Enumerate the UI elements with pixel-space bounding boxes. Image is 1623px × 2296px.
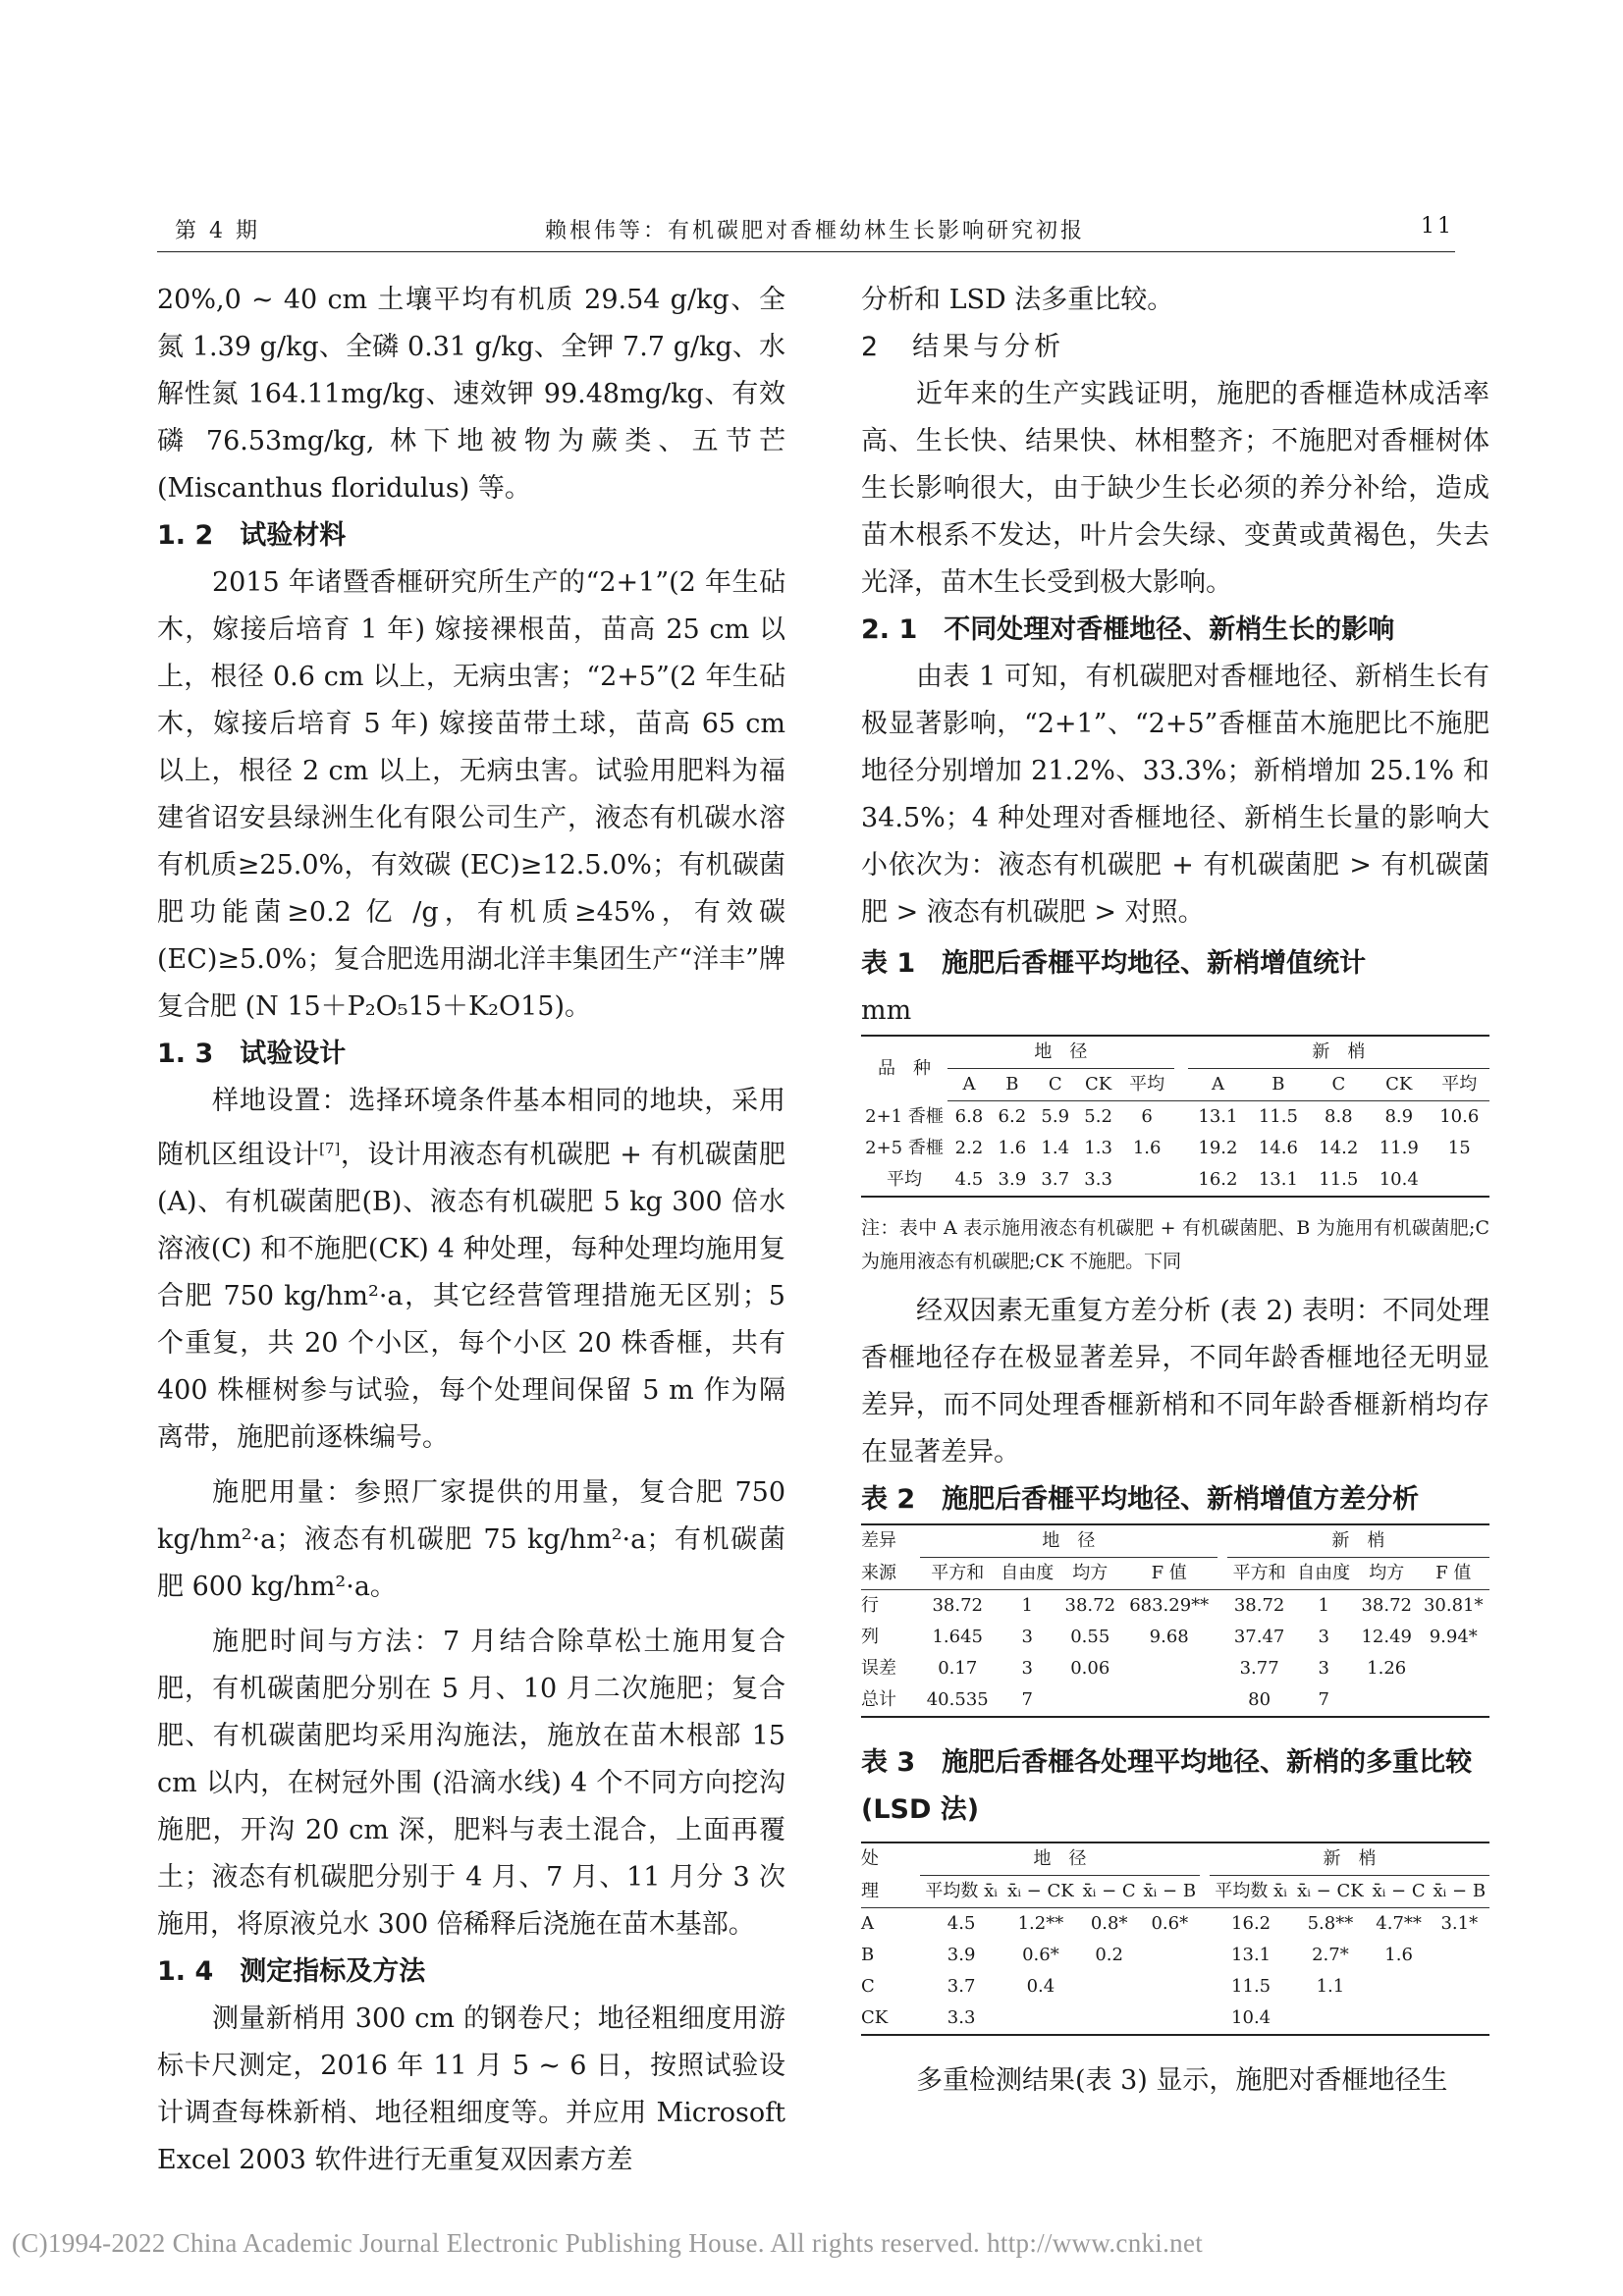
table-cell: 2+5 香榧: [865, 1138, 944, 1158]
table-row: [861, 1971, 1489, 2002]
table3-sub: x̄ᵢ − B: [1430, 1876, 1489, 1908]
table-cell: [1079, 1971, 1140, 2002]
paragraph-soil: 20%,0 ~ 40 cm 土壤平均有机质 29.54 g/kg、全氮 1.39 g/kg、全磷 0.31 g/kg、全钾 7.7 g/kg、水解性氮 164.11mg/kg、速效钾 99.48mg/kg、有效磷 76.53mg/kg, 林下地被物为蕨类、五节芒(Miscanthus floridulus) 等。: [157, 285, 785, 504]
table-row: [861, 1908, 1489, 1941]
table-cell: [1292, 2002, 1368, 2035]
table-cell: 15: [1447, 1138, 1471, 1158]
table-cell: 38.72: [1064, 1595, 1116, 1616]
table2-header-a: 差异: [861, 1530, 896, 1552]
table2: [861, 1523, 1489, 1718]
table3-caption: 表 3 施肥后香榧各处理平均地径、新梢的多重比较: [861, 1747, 1473, 1778]
table-cell: 1.3: [1084, 1138, 1112, 1158]
table-cell: 8.9: [1384, 1106, 1414, 1127]
heading-1-2: 1. 2 试验材料: [157, 520, 347, 551]
heading-1-3: 1. 3 试验设计: [157, 1039, 347, 1069]
table1-sub: C: [1309, 1069, 1369, 1101]
table2-group-shoot: 新 梢: [1227, 1524, 1489, 1558]
table-cell: 4.5: [947, 1913, 976, 1934]
table-row: [861, 1622, 1489, 1653]
table-cell: 9.68: [1149, 1627, 1189, 1647]
table2-caption: 表 2 施肥后香榧平均地径、新梢增值方差分析: [861, 1484, 1420, 1515]
table-cell: 4.5: [954, 1169, 984, 1190]
table-cell: 3.3: [1084, 1169, 1112, 1190]
table3-sub: x̄ᵢ − CK: [1002, 1876, 1078, 1908]
table2-group-diameter: 地 径: [920, 1524, 1217, 1558]
table-cell: 5.8**: [1307, 1913, 1354, 1934]
table-cell: 0.2: [1095, 1945, 1123, 1965]
table-cell: 8.8: [1325, 1106, 1353, 1127]
table-cell: 38.72: [932, 1595, 983, 1616]
table-cell: 9.94*: [1429, 1627, 1478, 1647]
table1-sub: CK: [1369, 1069, 1429, 1101]
paragraph-method: 施肥时间与方法：7 月结合除草松土施用复合肥，有机碳菌肥分别在 5 月、10 月二次施肥；复合肥、有机碳菌肥均采用沟施法，施放在苗木根部 15 cm 以内，在树冠外围 (沿滴水线) 4 个不同方向挖沟施肥，开沟 20 cm 深，肥料与表土混合，上面再覆土；液态有机碳肥分别于 4 月、7 月、11 月分 3 次施用，将原液兑水 300 倍稀释后浇施在苗木基部。: [157, 1627, 785, 1940]
table3-header-b: 理: [861, 1876, 920, 1908]
paragraph-multiple-comparison: 多重检测结果(表 3) 显示，施肥对香榧地径生: [916, 2065, 1448, 2096]
table-cell: [1140, 1971, 1200, 2002]
table1-sub: A: [1188, 1069, 1248, 1101]
table-cell: 3.9: [947, 1945, 976, 1965]
table-cell: 2.2: [954, 1138, 984, 1158]
table-row: [861, 1684, 1489, 1717]
table-cell: [1059, 1684, 1121, 1717]
table-cell: [1430, 1971, 1489, 2002]
table-cell: 总计: [861, 1689, 896, 1710]
table2-sub: 均方: [1356, 1558, 1418, 1590]
table-cell: 2.7*: [1312, 1945, 1349, 1965]
table-cell: 0.06: [1070, 1658, 1110, 1679]
table1-sub: C: [1034, 1069, 1077, 1101]
table-row: [861, 1133, 1489, 1164]
table-cell: 13.1: [1258, 1169, 1298, 1190]
table-cell: 0.8*: [1090, 1913, 1128, 1934]
table-cell: C: [861, 1976, 875, 1997]
table-cell: 6.2: [998, 1106, 1027, 1127]
table-cell: 38.72: [1361, 1595, 1412, 1616]
table-row: [861, 1590, 1489, 1623]
table-cell: 19.2: [1198, 1138, 1238, 1158]
table-cell: 7: [1021, 1689, 1033, 1710]
table1-group-shoot: 新 梢: [1188, 1036, 1489, 1069]
table2-sub: 自由度: [1291, 1558, 1356, 1590]
copyright-footer: (C)1994-2022 China Academic Journal Electronic Publishing House. All rights reserved. http://www.cnki.net: [12, 2228, 1204, 2258]
table3-sub: 平均数 x̄ᵢ: [1210, 1876, 1292, 1908]
table-cell: 平均: [887, 1169, 922, 1190]
table-cell: 12.49: [1361, 1627, 1412, 1647]
table-cell: 37.47: [1233, 1627, 1285, 1647]
table-cell: 7: [1318, 1689, 1329, 1710]
heading-2: 2 结果与分析: [861, 332, 1065, 362]
table-row: [861, 1164, 1489, 1197]
table1-unit: mm: [861, 995, 912, 1026]
table-cell: 3.77: [1239, 1658, 1279, 1679]
table-cell: [1417, 1653, 1489, 1684]
table-cell: [1430, 1940, 1489, 1971]
table-cell: 10.6: [1439, 1106, 1480, 1127]
table-cell: 13.1: [1198, 1106, 1238, 1127]
table-cell: [1429, 1164, 1489, 1197]
table-cell: 1.2**: [1017, 1913, 1064, 1934]
table2-sub: 均方: [1059, 1558, 1121, 1590]
table-cell: 3: [1318, 1627, 1329, 1647]
table-cell: 1: [1318, 1595, 1329, 1616]
table1-header-variety: 品 种: [878, 1057, 931, 1079]
table-cell: A: [861, 1913, 874, 1934]
table-cell: [1369, 1971, 1430, 2002]
table1-sub: 平均: [1429, 1069, 1489, 1101]
table-cell: 1.26: [1367, 1658, 1407, 1679]
table-cell: 1.6: [998, 1138, 1027, 1158]
table-cell: [1369, 2002, 1430, 2035]
table-cell: 80: [1248, 1689, 1271, 1710]
table-cell: 4.7**: [1376, 1913, 1422, 1934]
table-cell: 1: [1021, 1595, 1033, 1616]
page-number: 11: [1421, 214, 1454, 239]
table-cell: 16.2: [1231, 1913, 1271, 1934]
table-cell: 3.9: [998, 1169, 1027, 1190]
table-cell: 14.2: [1319, 1138, 1359, 1158]
table1: [861, 1035, 1489, 1198]
table3-sub: 平均数 x̄ᵢ: [920, 1876, 1002, 1908]
table-cell: [1356, 1684, 1418, 1717]
table-cell: 0.4: [1026, 1976, 1055, 1997]
heading-1-4: 1. 4 测定指标及方法: [157, 1956, 426, 1987]
paragraph-continued: 分析和 LSD 法多重比较。: [861, 285, 1174, 315]
table-cell: 2+1 香榧: [865, 1105, 944, 1127]
design-text-a: 样地设置：选择环境条件基本相同的地块，采用随机区组设计: [157, 1086, 785, 1170]
table-cell: CK: [861, 2007, 889, 2028]
table-row: [861, 1940, 1489, 1971]
table3-header-a: 处: [861, 1848, 879, 1870]
table-cell: 行: [861, 1595, 879, 1616]
table-cell: 38.72: [1233, 1595, 1285, 1616]
table1-note: 注：表中 A 表示施用液态有机碳肥 + 有机碳菌肥、B 为施用有机碳菌肥;C 为施用液态有机碳肥;CK 不施肥。下同: [861, 1217, 1489, 1272]
paragraph-material: 2015 年诸暨香榧研究所生产的“2+1”(2 年生砧木，嫁接后培育 1 年) 嫁接裸根苗，苗高 25 cm 以上，根径 0.6 cm 以上，无病虫害；“2+5”(2 年生砧木，嫁接后培育 5 年) 嫁接苗带土球，苗高 65 cm 以上，根径 2 cm 以上，无病虫害。试验用肥料为福建省诏安县绿洲生化有限公司生产，液态有机碳水溶有机质≥25.0%，有效碳 (EC)≥12.5.0%；有机碳菌肥功能菌≥0.2 亿 /g，有机质≥45%，有效碳(EC)≥5.0%；复合肥选用湖北洋丰集团生产“洋丰”牌复合肥 (N 15＋P₂O₅15＋K₂O15)。: [157, 567, 785, 1022]
table3-sub: x̄ᵢ − B: [1140, 1876, 1200, 1908]
table-cell: [1417, 1684, 1489, 1717]
table-cell: 列: [861, 1627, 879, 1647]
table-cell: 40.535: [926, 1689, 989, 1710]
table2-sub: 平方和: [1227, 1558, 1292, 1590]
table-cell: 11.5: [1231, 1976, 1271, 1997]
table1-caption: 表 1 施肥后香榧平均地径、新梢增值统计: [861, 948, 1367, 979]
table-cell: 0.6*: [1022, 1945, 1059, 1965]
table-cell: [1079, 2002, 1140, 2035]
right-column: [861, 277, 1489, 2105]
table1-sub: B: [991, 1069, 1034, 1101]
table-cell: [1121, 1653, 1217, 1684]
table-cell: 3: [1021, 1658, 1033, 1679]
header-rule: [157, 251, 1455, 252]
table-cell: 30.81*: [1423, 1595, 1484, 1616]
table3-sub: x̄ᵢ − C: [1079, 1876, 1140, 1908]
table-cell: 3: [1021, 1627, 1033, 1647]
paragraph-intro: 近年来的生产实践证明，施肥的香榧造林成活率高、生长快、结果快、林相整齐；不施肥对香榧树体生长影响很大，由于缺少生长必须的养分补给，造成苗木根系不发达，叶片会失绿、变黄或黄褐色，失去光泽，苗木生长受到极大影响。: [861, 379, 1489, 598]
table-cell: [1140, 1940, 1200, 1971]
paragraph-anova: 经双因素无重复方差分析 (表 2) 表明：不同处理香榧地径存在极显著差异，不同年龄香榧地径无明显差异，而不同处理香榧新梢和不同年龄香榧新梢均存在显著差异。: [861, 1296, 1489, 1468]
table-cell: 3.3: [947, 2007, 976, 2028]
paragraph-design: [157, 1078, 785, 1462]
paragraph-measure: 测量新梢用 300 cm 的钢卷尺；地径粗细度用游标卡尺测定，2016 年 11 月 5 ~ 6 日，按照试验设计调查每株新梢、地径粗细度等。并应用 Microsoft Excel 2003 软件进行无重复双因素方差: [157, 2003, 785, 2175]
table2-sub: F 值: [1417, 1558, 1489, 1590]
table-cell: 11.9: [1379, 1138, 1419, 1158]
table-cell: 3.7: [1041, 1169, 1070, 1190]
table-cell: B: [861, 1945, 875, 1965]
table-cell: 0.17: [938, 1658, 978, 1679]
table-cell: 1.6: [1132, 1138, 1162, 1158]
design-text-b: ，设计用液态有机碳肥 + 有机碳菌肥(A)、有机碳菌肥(B)、液态有机碳肥 5 kg 300 倍水溶液(C) 和不施肥(CK) 4 种处理，每种处理均施用复合肥 750 kg/hm²·a，其它经营管理措施无区别；5 个重复，共 20 个小区，每个小区 20 株香榧，共有 400 株榧树参与试验，每个处理间保留 5 m 作为隔离带，施肥前逐株编号。: [157, 1140, 785, 1453]
table2-sub: 自由度: [995, 1558, 1059, 1590]
table3-group-diameter: 地 径: [920, 1842, 1200, 1876]
table1-sub: 平均: [1120, 1069, 1174, 1101]
heading-2-1: 2. 1 不同处理对香榧地径、新梢生长的影响: [861, 614, 1395, 645]
table-cell: [1002, 2002, 1078, 2035]
table-cell: [1121, 1684, 1217, 1717]
paragraph-2-1: 由表 1 可知，有机碳肥对香榧地径、新梢生长有极显著影响，“2+1”、“2+5”香榧苗木施肥比不施肥地径分别增加 21.2%、33.3%；新梢增加 25.1% 和 34.5%；4 种处理对香榧地径、新梢生长量的影响大小依次为：液态有机碳肥 + 有机碳菌肥 > 有机碳菌肥 > 液态有机碳肥 > 对照。: [861, 662, 1489, 928]
table-cell: [1120, 1164, 1174, 1197]
table-row: [861, 1101, 1489, 1134]
table-cell: 5.2: [1084, 1106, 1112, 1127]
issue-number: 第 4 期: [175, 219, 260, 243]
table-cell: 683.29**: [1129, 1595, 1210, 1616]
table2-header-b: 来源: [861, 1558, 920, 1590]
table2-sub: 平方和: [920, 1558, 995, 1590]
table1-sub: A: [947, 1069, 991, 1101]
table-cell: 10.4: [1379, 1169, 1419, 1190]
table-cell: 3: [1318, 1658, 1329, 1679]
table-cell: [1140, 2002, 1200, 2035]
table3-caption-method: (LSD 法): [861, 1794, 980, 1825]
table-cell: 16.2: [1198, 1169, 1238, 1190]
paragraph-amount: 施肥用量：参照厂家提供的用量，复合肥 750 kg/hm²·a；液态有机碳肥 75 kg/hm²·a；有机碳菌肥 600 kg/hm²·a。: [157, 1477, 785, 1602]
table1-sub: B: [1248, 1069, 1308, 1101]
table-cell: 0.55: [1070, 1627, 1110, 1647]
table3-sub: x̄ᵢ − C: [1369, 1876, 1430, 1908]
table-cell: 误差: [861, 1658, 896, 1679]
table-cell: 3.1*: [1440, 1913, 1479, 1934]
table-cell: 1.1: [1316, 1976, 1345, 1997]
citation-7[interactable]: [7]: [319, 1140, 341, 1157]
running-title: 赖根伟等：有机碳肥对香榧幼林生长影响研究初报: [545, 219, 1086, 243]
table-cell: 6: [1141, 1106, 1153, 1127]
table-cell: 11.5: [1319, 1169, 1359, 1190]
table-cell: 11.5: [1258, 1106, 1298, 1127]
table-cell: 5.9: [1041, 1106, 1070, 1127]
table2-sub: F 值: [1121, 1558, 1217, 1590]
table-cell: 13.1: [1231, 1945, 1271, 1965]
table-cell: 1.4: [1041, 1138, 1070, 1158]
table3-group-shoot: 新 梢: [1210, 1842, 1489, 1876]
table-cell: 6.8: [954, 1106, 984, 1127]
table3-sub: x̄ᵢ − CK: [1292, 1876, 1368, 1908]
table1-sub: CK: [1077, 1069, 1120, 1101]
table-cell: 1.645: [932, 1627, 983, 1647]
table-cell: 1.6: [1384, 1945, 1413, 1965]
table3: [861, 1842, 1489, 2036]
table1-group-diameter: 地 径: [947, 1036, 1174, 1069]
table-cell: 14.6: [1258, 1138, 1298, 1158]
table-cell: 0.6*: [1151, 1913, 1189, 1934]
table-cell: [1430, 2002, 1489, 2035]
table-cell: 10.4: [1231, 2007, 1271, 2028]
left-column: [157, 277, 785, 2184]
table-row: [861, 1653, 1489, 1684]
table-row: [861, 2002, 1489, 2035]
table-cell: 3.7: [947, 1976, 976, 1997]
